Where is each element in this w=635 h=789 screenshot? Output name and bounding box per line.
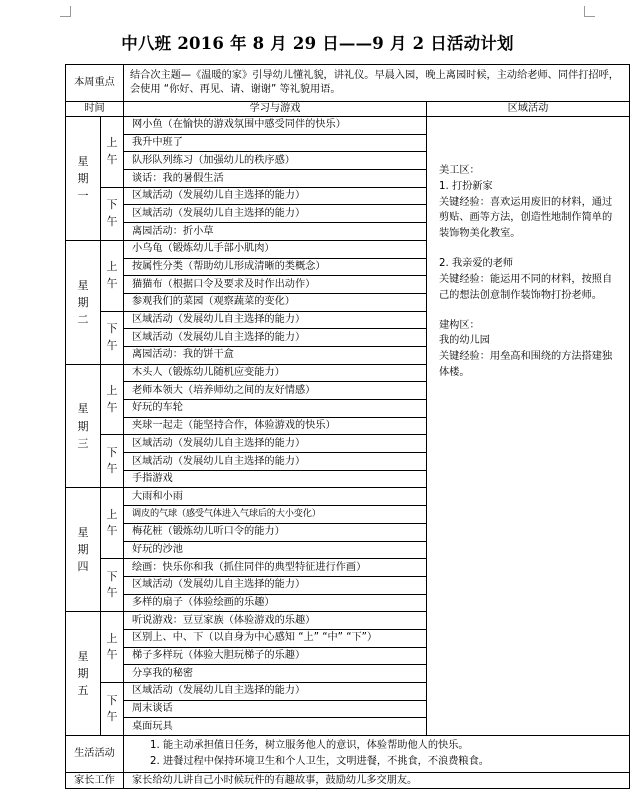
parent-work-label: 家长工作 (66, 772, 124, 789)
activity-item: 区别上、中、下（以自身为中心感知 “上” “中” “下”） (124, 629, 427, 647)
day-label: 星 期 四 (66, 488, 101, 612)
header-time: 时间 (66, 102, 124, 117)
corner-mark-top-left (60, 6, 71, 17)
activity-item: 梯子多样玩（体验大胆玩梯子的乐趣） (124, 647, 427, 665)
activity-item: 离园活动：我的饼干盒 (124, 346, 427, 364)
morning-label: 上 午 (101, 117, 124, 188)
activity-item: 好玩的车轮 (124, 400, 427, 418)
region-activity-block: 美工区： 1. 打扮新家 关键经验：喜欢运用废旧的材料，通过剪贴、画等方法，创造性地制作简单的装饰物美化教室。 (439, 165, 613, 240)
activity-item: 夹球一起走（能坚持合作，体验游戏的快乐） (124, 417, 427, 435)
activity-item: 区域活动（发展幼儿自主选择的能力） (124, 683, 427, 701)
day-label: 星 期 二 (66, 240, 101, 364)
parent-work-text: 家长给幼儿讲自己小时候玩件的有趣故事，鼓励幼儿多交朋友。 (124, 772, 630, 789)
activity-item: 按属性分类（帮助幼儿形成清晰的类概念） (124, 258, 427, 276)
life-activity-row (66, 736, 630, 773)
header-learning: 学习与游戏 (124, 102, 427, 117)
region-activity-block: 建构区： 我的幼儿园 关键经验：用垒高和围绕的方法搭建独体楼。 (439, 319, 613, 378)
activity-item: 猫猫布（根据口令及要求及时作出动作） (124, 276, 427, 294)
day-label: 星 期 一 (66, 117, 101, 241)
activity-item: 多样的扇子（体验绘画的乐趣） (124, 594, 427, 612)
activity-item: 网小鱼（在愉快的游戏氛围中感受同伴的快乐） (124, 117, 427, 135)
activity-item: 调皮的气球（感受气体进入气球后的大小变化） (124, 506, 427, 524)
life-activity-item: 2. 进餐过程中保持环境卫生和个人卫生，文明进餐，不挑食，不浪费粮食。 (150, 755, 489, 767)
activity-item: 参观我们的菜园（观察蔬菜的变化） (124, 293, 427, 311)
day-label: 星 期 三 (66, 364, 101, 488)
afternoon-label: 下 午 (101, 559, 124, 612)
activity-item: 区域活动（发展幼儿自主选择的能力） (124, 311, 427, 329)
afternoon-label: 下 午 (101, 435, 124, 488)
header-row (66, 102, 630, 117)
activity-item: 区域活动（发展幼儿自主选择的能力） (124, 187, 427, 205)
activity-item: 梅花桩（锻炼幼儿听口令的能力） (124, 523, 427, 541)
activity-item: 谈话：我的暑假生活 (124, 170, 427, 188)
morning-label: 上 午 (101, 488, 124, 559)
activity-item: 大雨和小雨 (124, 488, 427, 506)
life-activity-label: 生活活动 (66, 736, 124, 773)
morning-label: 上 午 (101, 240, 124, 311)
activity-item: 区域活动（发展幼儿自主选择的能力） (124, 329, 427, 347)
activity-item: 我升中班了 (124, 134, 427, 152)
header-region: 区域活动 (427, 102, 630, 117)
weekly-focus-text: 结合次主题—《温暖的家》引导幼儿懂礼貌，讲礼仪。早晨入园，晚上离园时候，主动给老师、同伴打招呼，会使用 “你好、再见、请、谢谢” 等礼貌用语。 (124, 65, 630, 102)
activity-item: 区域活动（发展幼儿自主选择的能力） (124, 435, 427, 453)
morning-label: 上 午 (101, 612, 124, 683)
life-activity-item: 1. 能主动承担值日任务，树立服务他人的意识，体验帮助他人的快乐。 (150, 740, 469, 752)
activity-plan-table (65, 64, 630, 789)
region-activity-block: 2. 我亲爱的老师 关键经验：能运用不同的材料，按照自己的想法创意制作装饰物打扮老师。 (439, 258, 613, 301)
day-label: 星 期 五 (66, 612, 101, 736)
activity-item: 手指游戏 (124, 470, 427, 488)
activity-item: 离园活动：折小草 (124, 223, 427, 241)
activity-item: 老师本领大（培养师幼之间的友好情感） (124, 382, 427, 400)
weekly-focus-label: 本周重点 (66, 65, 124, 102)
afternoon-label: 下 午 (101, 187, 124, 240)
morning-label: 上 午 (101, 364, 124, 435)
activity-item: 好玩的沙池 (124, 541, 427, 559)
activity-item: 木头人（锻炼幼儿随机应变能力） (124, 364, 427, 382)
activity-item: 分享我的秘密 (124, 665, 427, 683)
activity-item: 区域活动（发展幼儿自主选择的能力） (124, 576, 427, 594)
activity-item: 周末谈话 (124, 700, 427, 718)
activity-item: 队形队列练习（加强幼儿的秩序感） (124, 152, 427, 170)
activity-item: 听说游戏：豆豆家族（体验游戏的乐趣） (124, 612, 427, 630)
page-title: 中八班 2016 年 8 月 29 日——9 月 2 日活动计划 (121, 34, 514, 53)
region-activities (427, 117, 630, 736)
activity-item: 桌面玩具 (124, 718, 427, 736)
weekly-focus-row (66, 65, 630, 102)
afternoon-label: 下 午 (101, 683, 124, 736)
life-activity-text (124, 736, 630, 773)
activity-item: 小乌龟（锻炼幼儿手部小肌肉） (124, 240, 427, 258)
activity-item: 区域活动（发展幼儿自主选择的能力） (124, 453, 427, 471)
corner-mark-top-right (584, 6, 595, 17)
parent-work-row (66, 772, 630, 789)
activity-item: 绘画：快乐你和我（抓住同伴的典型特征进行作画） (124, 559, 427, 577)
activity-item: 区域活动（发展幼儿自主选择的能力） (124, 205, 427, 223)
afternoon-label: 下 午 (101, 311, 124, 364)
activity-row (66, 117, 630, 135)
